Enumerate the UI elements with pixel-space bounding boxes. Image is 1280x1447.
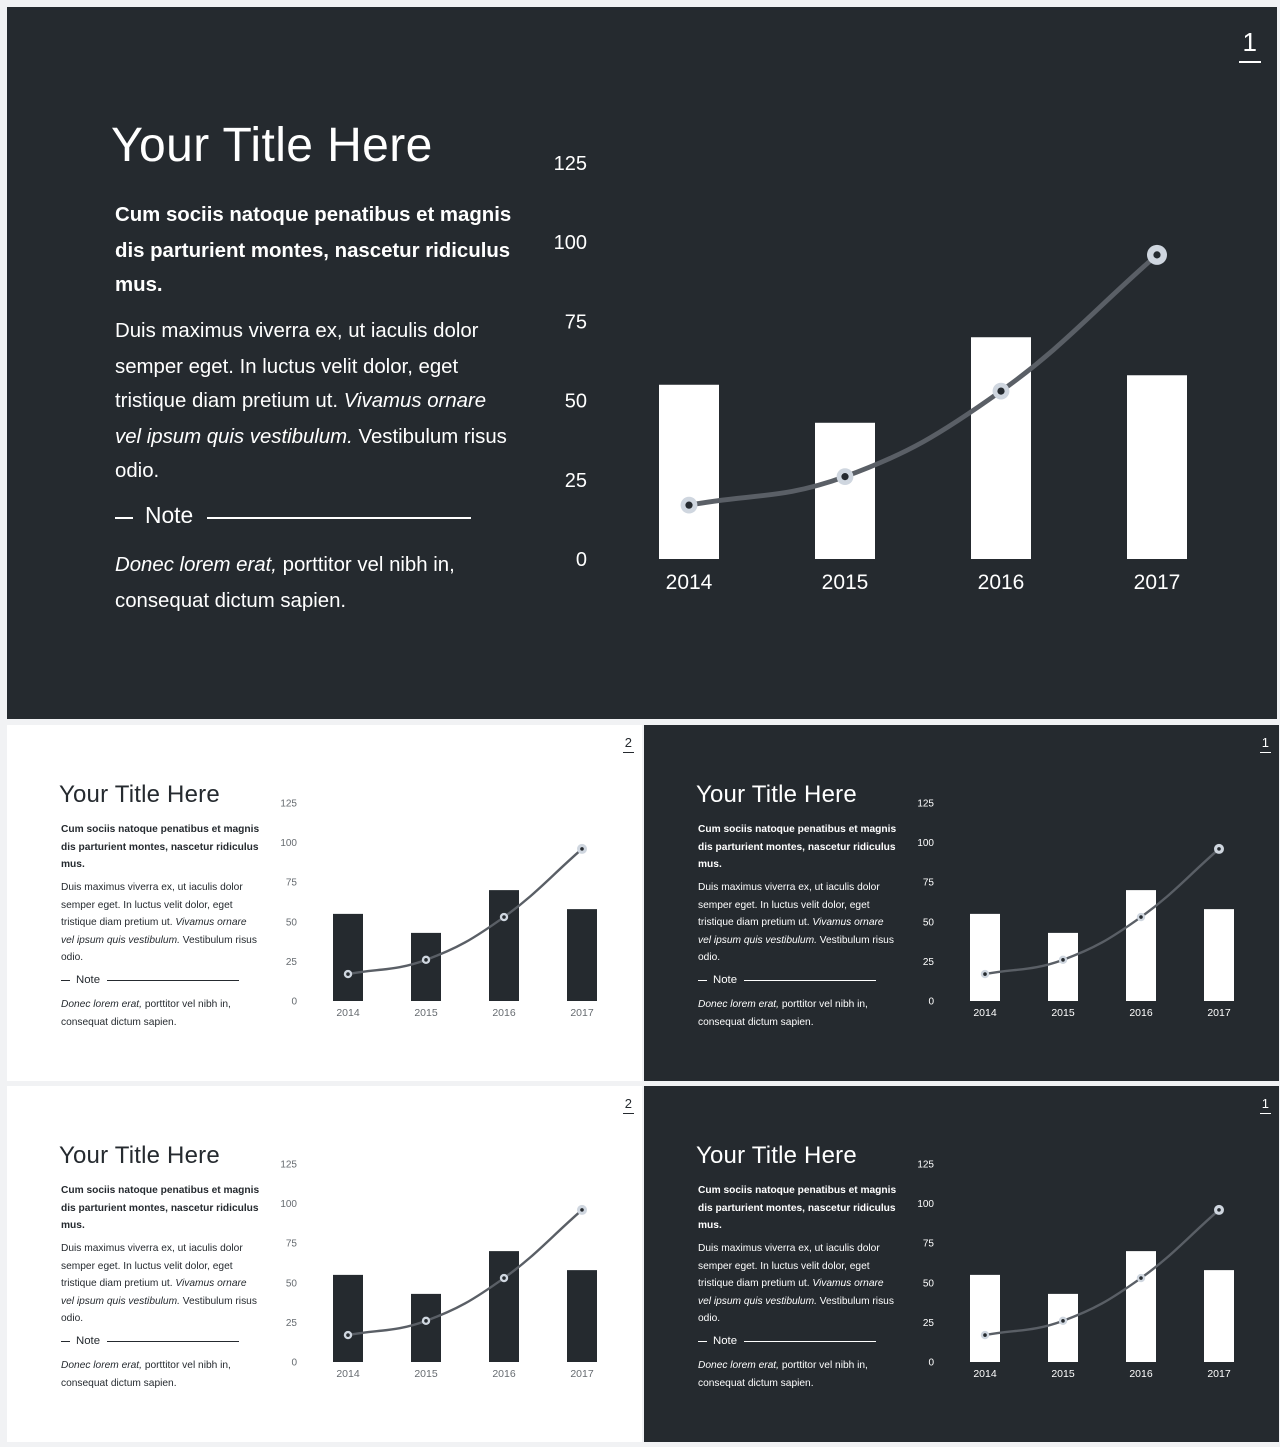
- body-text-italic: Vivamus ornare vel ipsum quis vestibulum.: [698, 1278, 884, 1307]
- trend-line: [348, 1210, 582, 1335]
- note-rule: [207, 516, 471, 518]
- note-dash: [115, 516, 133, 518]
- y-tick-label: 0: [928, 1357, 934, 1369]
- footnote-italic: Donec lorem erat,: [61, 1360, 142, 1371]
- slide-thumbnail-3[interactable]: [644, 725, 1279, 1081]
- note-dash: [698, 1341, 707, 1342]
- trend-point-2016: [1137, 1274, 1145, 1282]
- page-number: 1: [1260, 735, 1271, 753]
- body-text-end: Vestibulum risus odio.: [61, 934, 257, 963]
- x-tick-label: 2017: [1207, 1368, 1231, 1380]
- footnote-text: [61, 996, 271, 1031]
- y-tick-label: 25: [285, 956, 297, 968]
- bar-2016: [1126, 890, 1156, 1001]
- x-tick-label: 2017: [570, 1368, 594, 1380]
- bar-2014: [333, 1275, 363, 1362]
- note-rule: [107, 980, 239, 981]
- trend-line: [985, 1210, 1219, 1335]
- y-tick-label: 75: [285, 877, 297, 889]
- body-text-end: Vestibulum risus odio.: [61, 1295, 257, 1324]
- y-tick-label: 0: [575, 549, 587, 571]
- bar-2014: [333, 914, 363, 1001]
- trend-point-dot: [983, 1333, 987, 1337]
- trend-point-dot: [1139, 1276, 1143, 1280]
- y-tick-label: 50: [285, 1278, 297, 1290]
- lead-text: Cum sociis natoque penatibus et magnis dis parturient montes, nascetur ridiculus mus.: [698, 824, 897, 870]
- trend-point-2014: [981, 970, 989, 978]
- page-number: 2: [623, 1096, 634, 1114]
- page-number: 2: [623, 735, 634, 753]
- body-text-start: Duis maximus viverra ex, ut iaculis dolor semper eget. In luctus velit dolor, eget tristique diam pretium ut.: [115, 321, 479, 413]
- note-divider: [61, 1335, 239, 1347]
- note-rule: [744, 980, 876, 981]
- y-tick-label: 100: [280, 1199, 297, 1211]
- trend-point-dot: [580, 1208, 584, 1212]
- x-tick-label: 2016: [492, 1368, 516, 1380]
- body-text-italic: Vivamus ornare vel ipsum quis vestibulum.: [115, 391, 487, 448]
- trend-point-2016: [1137, 913, 1145, 921]
- bar-line-chart: [912, 789, 1242, 1029]
- x-tick-label: 2014: [973, 1368, 997, 1380]
- bar-2016: [971, 337, 1031, 559]
- x-tick-label: 2015: [821, 571, 869, 594]
- x-tick-label: 2017: [1207, 1007, 1231, 1019]
- body-text-italic: Vivamus ornare vel ipsum quis vestibulum.: [698, 917, 884, 946]
- footnote-rest: porttitor vel nibh in, consequat dictum sapien.: [115, 555, 455, 612]
- y-tick-label: 125: [280, 1159, 297, 1171]
- bar-2014: [970, 1275, 1000, 1362]
- y-tick-label: 25: [285, 1317, 297, 1329]
- note-rule: [744, 1341, 876, 1342]
- note-divider: [698, 1335, 876, 1347]
- note-rule: [107, 1341, 239, 1342]
- page-number: 1: [1260, 1096, 1271, 1114]
- trend-point-2015: [422, 956, 430, 964]
- y-tick-label: 125: [280, 798, 297, 810]
- bar-2016: [489, 1251, 519, 1362]
- trend-line: [348, 849, 582, 974]
- slide-thumbnail-4[interactable]: [7, 1086, 642, 1442]
- lead-text: Cum sociis natoque penatibus et magnis dis parturient montes, nascetur ridiculus mus.: [115, 205, 512, 297]
- x-tick-label: 2014: [336, 1007, 360, 1019]
- trend-point-2017: [577, 1205, 587, 1215]
- x-tick-label: 2016: [492, 1007, 516, 1019]
- y-tick-label: 50: [564, 390, 587, 413]
- x-tick-label: 2017: [1133, 571, 1181, 594]
- x-tick-label: 2017: [570, 1007, 594, 1019]
- body-text-italic: Vivamus ornare vel ipsum quis vestibulum.: [61, 1278, 247, 1307]
- body-text: [61, 879, 261, 967]
- body-text: [115, 315, 515, 490]
- trend-point-dot: [1217, 847, 1221, 851]
- y-tick-label: 100: [917, 1199, 934, 1211]
- trend-point-2017: [1147, 245, 1167, 265]
- y-tick-label: 125: [917, 798, 934, 810]
- y-tick-label: 25: [922, 956, 934, 968]
- bar-2014: [659, 385, 719, 559]
- bar-2017: [567, 1270, 597, 1362]
- bar-2015: [1048, 1294, 1078, 1362]
- y-tick-label: 50: [922, 1278, 934, 1290]
- trend-point-dot: [841, 473, 848, 480]
- x-tick-label: 2015: [1051, 1368, 1075, 1380]
- y-tick-label: 75: [922, 877, 934, 889]
- trend-point-2015: [837, 468, 854, 485]
- footnote-rest: porttitor vel nibh in, consequat dictum sapien.: [698, 999, 868, 1028]
- slide-title: Your Title Here: [696, 781, 857, 808]
- trend-point-2015: [1059, 956, 1067, 964]
- trend-point-2017: [1214, 844, 1224, 854]
- footnote-rest: porttitor vel nibh in, consequat dictum sapien.: [698, 1360, 868, 1389]
- x-tick-label: 2015: [414, 1007, 438, 1019]
- note-label: Note: [713, 1335, 738, 1347]
- trend-point-2016: [500, 1274, 508, 1282]
- lead-text: Cum sociis natoque penatibus et magnis dis parturient montes, nascetur ridiculus mus.: [61, 1185, 260, 1231]
- y-tick-label: 50: [922, 917, 934, 929]
- trend-point-dot: [1061, 958, 1065, 962]
- trend-point-2016: [500, 913, 508, 921]
- body-text-start: Duis maximus viverra ex, ut iaculis dolor semper eget. In luctus velit dolor, eget tristique diam pretium ut.: [698, 1243, 880, 1289]
- page-number: 1: [1239, 27, 1261, 63]
- trend-point-dot: [502, 1276, 506, 1280]
- body-text-end: Vestibulum risus odio.: [698, 934, 894, 963]
- bar-2017: [1204, 1270, 1234, 1362]
- y-tick-label: 0: [291, 1357, 297, 1369]
- main-slide: [7, 7, 1277, 719]
- trend-point-2014: [681, 497, 698, 514]
- trend-point-dot: [502, 915, 506, 919]
- body-text-start: Duis maximus viverra ex, ut iaculis dolor semper eget. In luctus velit dolor, eget tristique diam pretium ut.: [698, 882, 880, 928]
- y-tick-label: 75: [922, 1238, 934, 1250]
- x-tick-label: 2014: [336, 1368, 360, 1380]
- x-tick-label: 2015: [1051, 1007, 1075, 1019]
- y-tick-label: 75: [285, 1238, 297, 1250]
- footnote-text: [698, 996, 908, 1031]
- bar-2016: [489, 890, 519, 1001]
- trend-point-dot: [997, 387, 1004, 394]
- bar-2015: [411, 1294, 441, 1362]
- trend-point-2015: [1059, 1317, 1067, 1325]
- body-text-start: Duis maximus viverra ex, ut iaculis dolor semper eget. In luctus velit dolor, eget tristique diam pretium ut.: [61, 1243, 243, 1289]
- body-text: [698, 879, 898, 967]
- lead-text: Cum sociis natoque penatibus et magnis dis parturient montes, nascetur ridiculus mus.: [61, 824, 260, 870]
- y-tick-label: 25: [564, 469, 587, 492]
- trend-point-dot: [424, 1319, 428, 1323]
- bar-2017: [1204, 909, 1234, 1001]
- footnote-rest: porttitor vel nibh in, consequat dictum sapien.: [61, 1360, 231, 1389]
- note-label: Note: [713, 974, 738, 986]
- note-label: Note: [76, 974, 101, 986]
- trend-point-dot: [1061, 1319, 1065, 1323]
- bar-2015: [1048, 933, 1078, 1001]
- body-text-end: Vestibulum risus odio.: [115, 426, 507, 483]
- trend-line: [985, 849, 1219, 974]
- slide-title: Your Title Here: [59, 1142, 220, 1169]
- x-tick-label: 2015: [414, 1368, 438, 1380]
- slide-title: Your Title Here: [696, 1142, 857, 1169]
- trend-point-2017: [1214, 1205, 1224, 1215]
- note-dash: [61, 1341, 70, 1342]
- body-text-start: Duis maximus viverra ex, ut iaculis dolor semper eget. In luctus velit dolor, eget tristique diam pretium ut.: [61, 882, 243, 928]
- y-tick-label: 100: [553, 232, 587, 255]
- trend-point-2017: [577, 844, 587, 854]
- footnote-italic: Donec lorem erat,: [61, 999, 142, 1010]
- trend-point-dot: [685, 502, 692, 509]
- bar-line-chart: [912, 1150, 1242, 1390]
- x-tick-label: 2014: [973, 1007, 997, 1019]
- x-tick-label: 2016: [1129, 1007, 1153, 1019]
- y-tick-label: 100: [280, 838, 297, 850]
- note-dash: [698, 980, 707, 981]
- footnote-rest: porttitor vel nibh in, consequat dictum sapien.: [61, 999, 231, 1028]
- trend-point-dot: [346, 972, 350, 976]
- trend-point-2015: [422, 1317, 430, 1325]
- bar-line-chart: [543, 135, 1203, 615]
- footnote-italic: Donec lorem erat,: [698, 999, 779, 1010]
- y-tick-label: 0: [928, 996, 934, 1008]
- lead-text: Cum sociis natoque penatibus et magnis dis parturient montes, nascetur ridiculus mus.: [698, 1185, 897, 1231]
- y-tick-label: 125: [917, 1159, 934, 1171]
- trend-line: [689, 255, 1157, 505]
- trend-point-2014: [981, 1331, 989, 1339]
- bar-2015: [815, 423, 875, 559]
- bar-2014: [970, 914, 1000, 1001]
- note-dash: [61, 980, 70, 981]
- bar-line-chart: [275, 1150, 605, 1390]
- trend-point-dot: [580, 847, 584, 851]
- footnote-italic: Donec lorem erat,: [698, 1360, 779, 1371]
- note-label: Note: [145, 505, 194, 529]
- note-divider: [115, 505, 471, 529]
- y-tick-label: 100: [917, 838, 934, 850]
- body-text: [61, 1240, 261, 1328]
- y-tick-label: 50: [285, 917, 297, 929]
- y-tick-label: 25: [922, 1317, 934, 1329]
- trend-point-2016: [993, 383, 1010, 400]
- trend-point-dot: [424, 958, 428, 962]
- footnote-text: [115, 549, 535, 619]
- trend-point-dot: [1217, 1208, 1221, 1212]
- body-text: [698, 1240, 898, 1328]
- slide-thumbnail-5[interactable]: [644, 1086, 1279, 1442]
- footnote-text: [61, 1357, 271, 1392]
- footnote-text: [698, 1357, 908, 1392]
- bar-line-chart: [275, 789, 605, 1029]
- slide-thumbnail-2[interactable]: [7, 725, 642, 1081]
- trend-point-dot: [1139, 915, 1143, 919]
- note-divider: [698, 974, 876, 986]
- y-tick-label: 75: [564, 311, 587, 334]
- x-tick-label: 2016: [977, 571, 1025, 594]
- bar-2017: [567, 909, 597, 1001]
- trend-point-2014: [344, 970, 352, 978]
- slide-title: Your Title Here: [59, 781, 220, 808]
- x-tick-label: 2016: [1129, 1368, 1153, 1380]
- trend-point-2014: [344, 1331, 352, 1339]
- trend-point-dot: [346, 1333, 350, 1337]
- body-text-italic: Vivamus ornare vel ipsum quis vestibulum.: [61, 917, 247, 946]
- bar-2017: [1127, 375, 1187, 559]
- x-tick-label: 2014: [665, 571, 713, 594]
- footnote-italic: Donec lorem erat,: [115, 555, 277, 577]
- bar-2015: [411, 933, 441, 1001]
- y-tick-label: 0: [291, 996, 297, 1008]
- note-label: Note: [76, 1335, 101, 1347]
- note-divider: [61, 974, 239, 986]
- trend-point-dot: [983, 972, 987, 976]
- slide-title: Your Title Here: [111, 119, 433, 173]
- y-tick-label: 125: [553, 153, 587, 175]
- trend-point-dot: [1153, 251, 1160, 258]
- body-text-end: Vestibulum risus odio.: [698, 1295, 894, 1324]
- bar-2016: [1126, 1251, 1156, 1362]
